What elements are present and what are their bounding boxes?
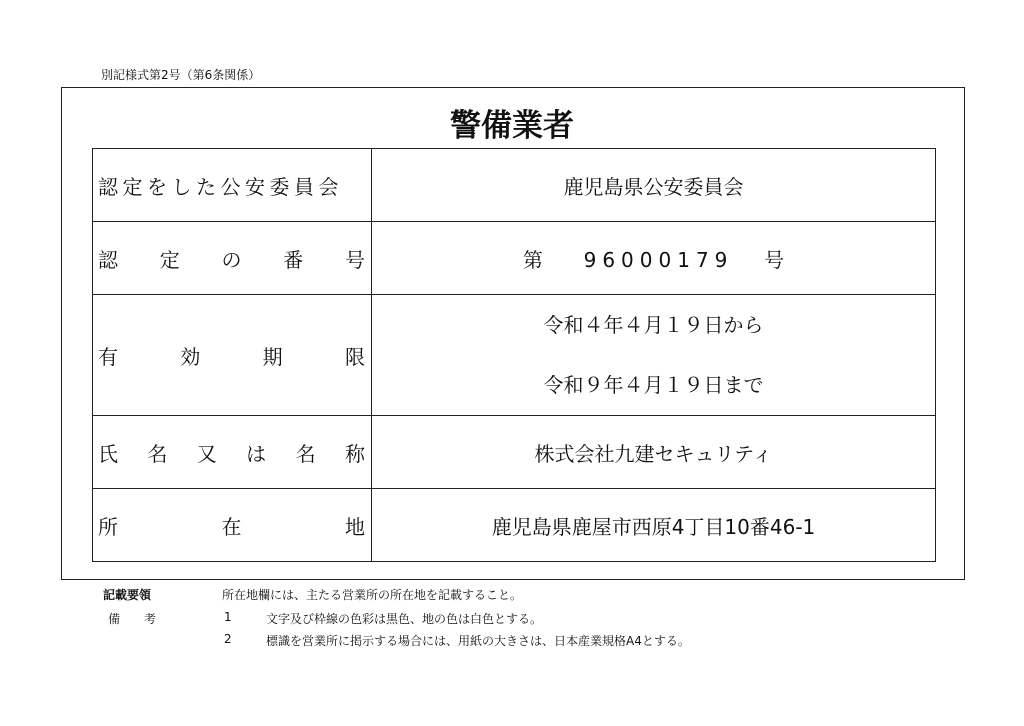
label-char: 番 bbox=[283, 247, 304, 272]
label-commission bbox=[93, 149, 372, 222]
value-address: 鹿児島県鹿屋市西原4丁目10番46-1 bbox=[372, 489, 936, 562]
value-number bbox=[372, 222, 936, 295]
label-char: 名 bbox=[147, 441, 168, 466]
label-char: 効 bbox=[180, 344, 201, 369]
label-char: 限 bbox=[344, 344, 365, 369]
value-commission: 鹿児島県公安委員会 bbox=[372, 149, 936, 222]
row-period bbox=[93, 295, 936, 416]
label-char: 期 bbox=[262, 344, 283, 369]
row-number bbox=[93, 222, 936, 295]
page-title: 警備業者 bbox=[450, 108, 574, 144]
label-char: 有 bbox=[98, 344, 118, 369]
value-period bbox=[372, 295, 936, 416]
label-char: 認 bbox=[98, 247, 118, 272]
label-number bbox=[93, 222, 372, 295]
certificate-table bbox=[92, 148, 936, 562]
note-number: 2 bbox=[224, 632, 232, 646]
label-char: 称 bbox=[344, 441, 365, 466]
label-char: 在 bbox=[221, 514, 242, 539]
row-address bbox=[93, 489, 936, 562]
label-char: の bbox=[221, 247, 242, 272]
period-from: 令和４年４月１９日から bbox=[543, 313, 764, 337]
label-commission-text: 認定をした公安委員会 bbox=[98, 174, 343, 199]
label-period bbox=[93, 295, 372, 416]
label-char: 地 bbox=[345, 514, 365, 539]
label-char: 氏 bbox=[98, 441, 118, 466]
value-name: 株式会社九建セキュリティ bbox=[372, 416, 936, 489]
label-char: は bbox=[246, 441, 267, 466]
remarks-label: 備 考 bbox=[108, 612, 157, 626]
label-char: 所 bbox=[98, 514, 118, 539]
note-text: 文字及び枠線の色彩は黒色、地の色は白色とする。 bbox=[266, 612, 543, 626]
certification-number: 96000179 bbox=[583, 247, 734, 272]
label-name bbox=[93, 416, 372, 489]
notes-heading-text: 所在地欄には、主たる営業所の所在地を記載すること。 bbox=[222, 588, 523, 602]
row-commission bbox=[93, 149, 936, 222]
label-address bbox=[93, 489, 372, 562]
label-char: 定 bbox=[159, 247, 180, 272]
note-text: 標識を営業所に掲示する場合には、用紙の大きさは、日本産業規格A4とする。 bbox=[266, 634, 690, 648]
note-number: 1 bbox=[224, 610, 232, 624]
period-to: 令和９年４月１９日まで bbox=[543, 373, 764, 397]
number-suffix: 号 bbox=[764, 247, 785, 272]
notes-heading: 記載要領 bbox=[103, 588, 152, 602]
row-name bbox=[93, 416, 936, 489]
number-prefix: 第 bbox=[522, 247, 543, 272]
label-char: 名 bbox=[295, 441, 316, 466]
form-reference: 別記様式第2号（第6条関係） bbox=[101, 68, 261, 82]
label-char: 号 bbox=[345, 247, 365, 272]
label-char: 又 bbox=[196, 441, 217, 466]
